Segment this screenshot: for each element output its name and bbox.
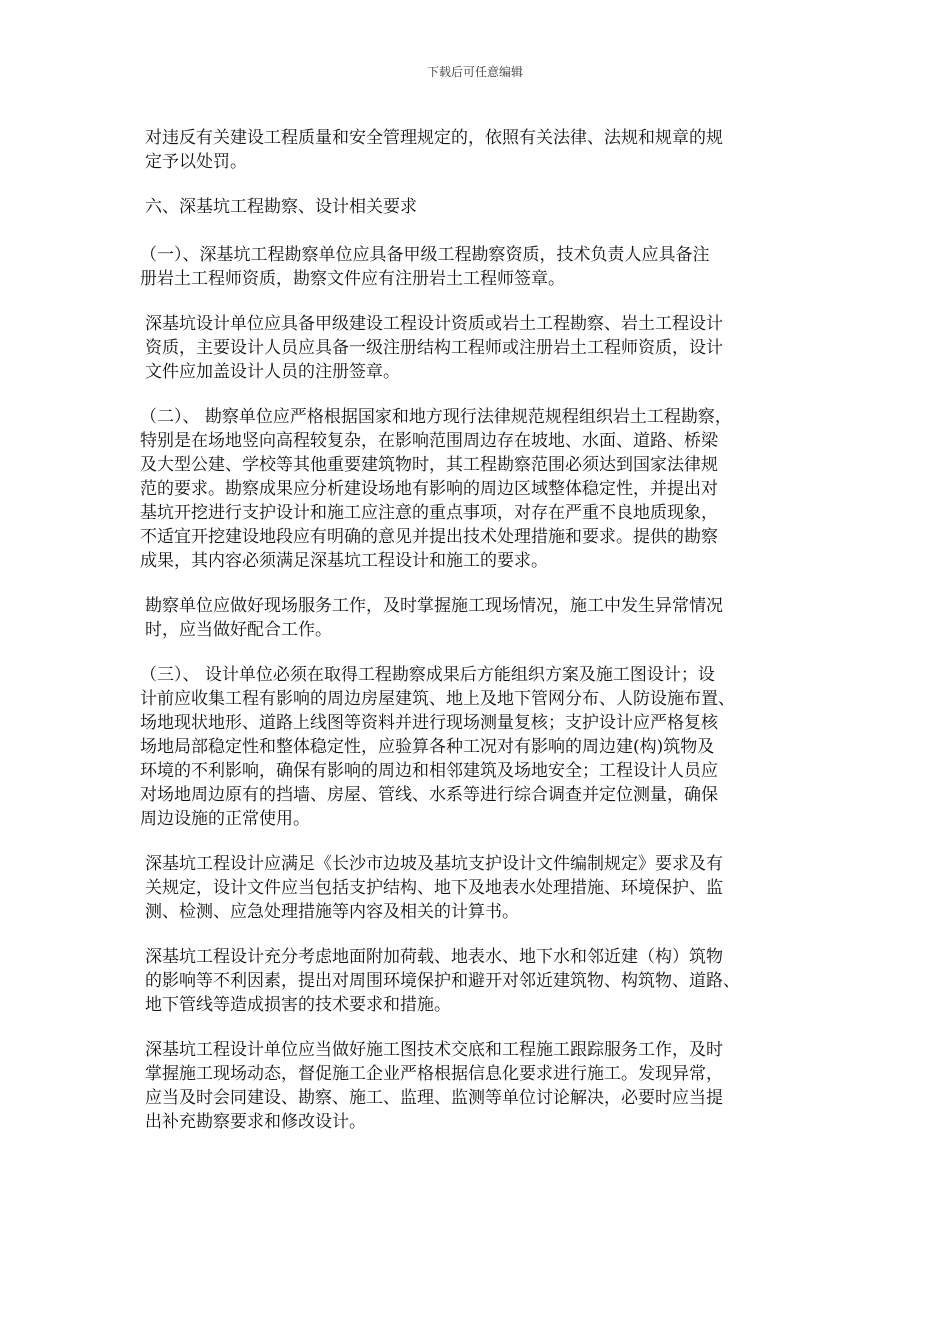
paragraph-design-service: 深基坑工程设计单位应当做好施工图技术交底和工程施工跟踪服务工作，及时 掌握施工现场动态，督促施工企业严格根据信息化要求进行施工。发现异常， 应当及时会同建设、勘察、施工、监理、监测等单位讨论解决，必要时应当提 出补充勘察要求和修改设计。 — [145, 1040, 723, 1132]
paragraph-design-qualification: 深基坑设计单位应具备甲级建设工程设计资质或岩土工程勘察、岩土工程设计 资质，主要设计人员应具备一级注册结构工程师或注册岩土工程师资质，设计 文件应加盖设计人员的注册签章。 — [145, 314, 723, 382]
paragraph-survey-service: 勘察单位应做好现场服务工作，及时掌握施工现场情况，施工中发生异常情况 时，应当做好配合工作。 — [145, 596, 723, 640]
paragraph-item-1: （一）、深基坑工程勘察单位应具备甲级工程勘察资质，技术负责人应具备注 册岩土工程师资质，勘察文件应有注册岩土工程师签章。 — [140, 245, 710, 289]
section-heading-6: 六、深基坑工程勘察、设计相关要求 — [145, 197, 417, 217]
document-body — [140, 126, 815, 1155]
paragraph-item-2: （二）、 勘察单位应严格根据国家和地方现行法律规范规程组织岩土工程勘察， 特别是在场地竖向高程较复杂，在影响范围周边存在坡地、水面、道路、桥梁 及大型公建、学校等其他重要建筑物时，其工程勘察范围必须达到国家法律规 范的要求。勘察成果应分析建设场地有影响的周边区域整体稳定性，并提出对 基坑开挖进行支护设计和施工应注意的重点事项，对存在严重不良地质现象， 不适宜开挖建设地段应有明确的意见并提出技术处理措施和要求。提供的勘察 成果，其内容必须满足深基坑工程设计和施工的要求。 — [140, 407, 732, 571]
page-header-note: 下载后可任意编辑 — [426, 65, 523, 79]
paragraph-design-requirements: 深基坑工程设计应满足《长沙市边坡及基坑支护设计文件编制规定》要求及有 关规定，设计文件应当包括支护结构、地下及地表水处理措施、环境保护、监 测、检测、应急处理措施等内容及相关的计算书。 — [145, 854, 723, 922]
paragraph-penalty: 对违反有关建设工程质量和安全管理规定的，依照有关法律、法规和规章的规 定予以处罚。 — [145, 128, 723, 172]
paragraph-item-3: （三）、 设计单位必须在取得工程勘察成果后方能组织方案及施工图设计；设 计前应收集工程有影响的周边房屋建筑、地上及地下管网分布、人防设施布置、 场地现状地形、道路上线图等资料并进行现场测量复核；支护设计应严格复核 场地局部稳定性和整体稳定性，应验算各种工况对有影响的周边建(构)筑物及 环境的不利影响，确保有影响的周边和相邻建筑及场地安全；工程设计人员应 对场地周边原有的挡墙、房屋、管线、水系等进行综合调查并定位测量，确保 周边设施的正常使用。 — [140, 665, 735, 829]
paragraph-design-considerations: 深基坑工程设计充分考虑地面附加荷载、地表水、地下水和邻近建（构）筑物 的影响等不利因素，提出对周围环境保护和避开对邻近建筑物、构筑物、道路、 地下管线等造成损害的技术要求和措施。 — [145, 947, 740, 1015]
